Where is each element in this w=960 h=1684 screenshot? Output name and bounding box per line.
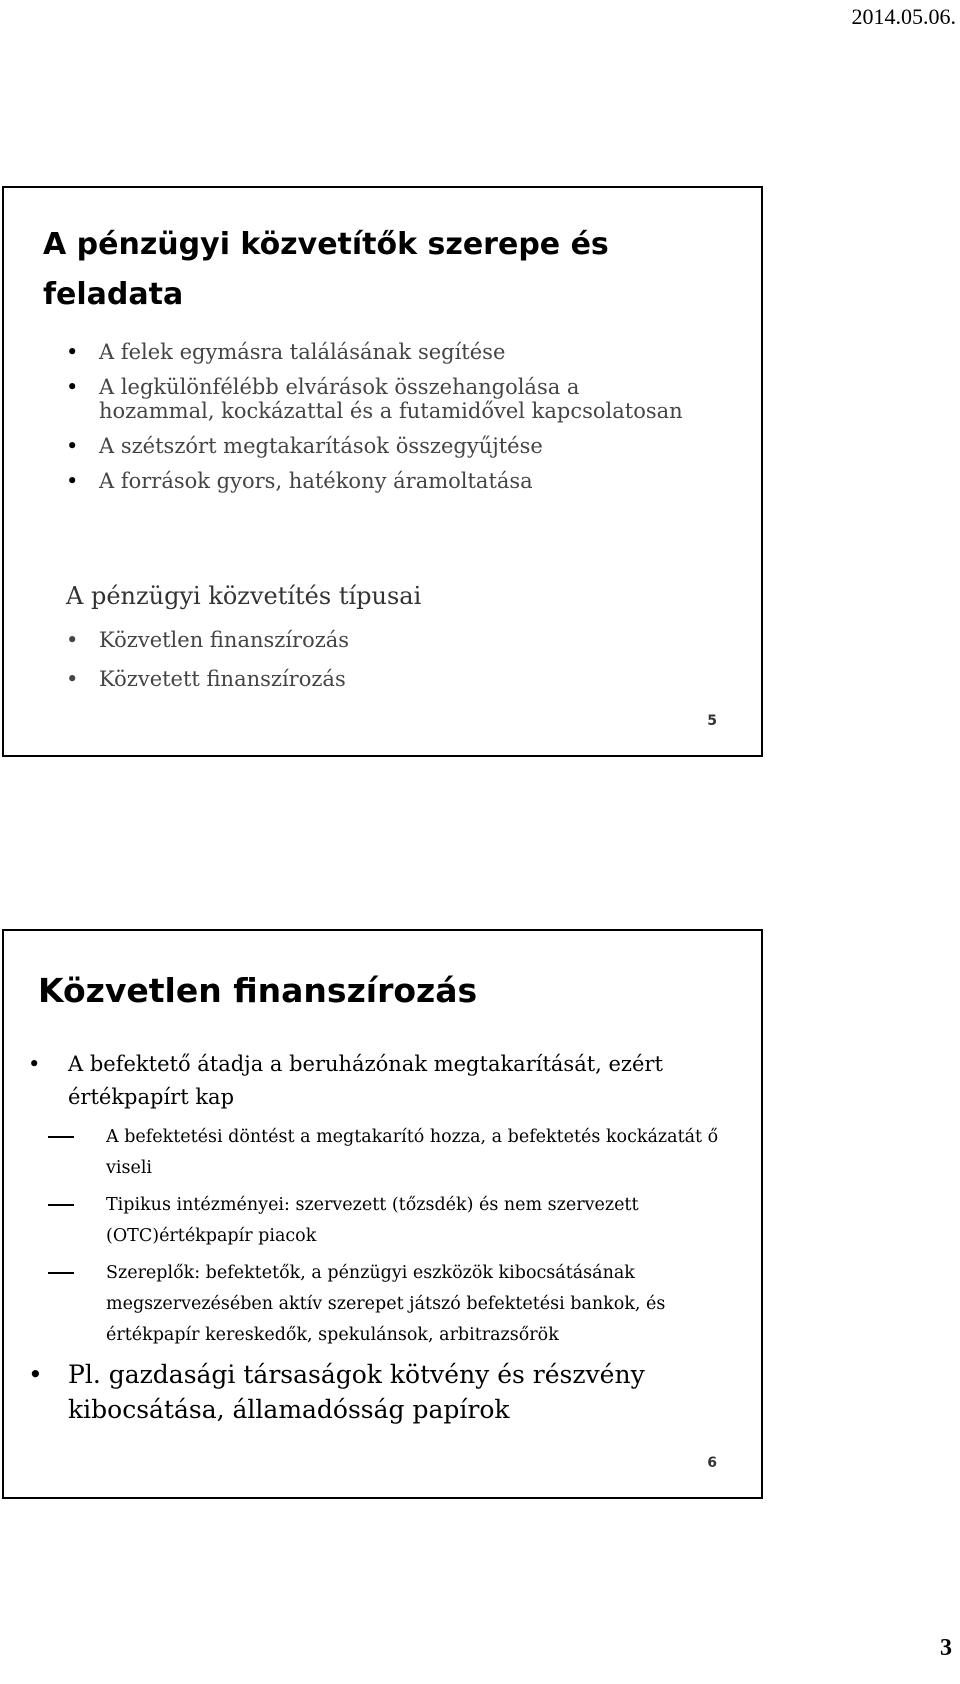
list-item bbox=[66, 667, 686, 691]
list-item-text: Pl. gazdasági társaságok kötvény és részvény kibocsátása, államadósság papírok bbox=[68, 1360, 645, 1424]
slide-5-title: A pénzügyi közvetítők szerepe és feladata bbox=[43, 227, 609, 312]
bullet-icon: • bbox=[66, 434, 79, 458]
list-item bbox=[66, 375, 686, 423]
list-item-text: Közvetlen finanszírozás bbox=[99, 628, 350, 652]
slide-6 bbox=[2, 929, 763, 1499]
list-item-text: A források gyors, hatékony áramoltatása bbox=[99, 469, 533, 493]
bullet-icon: • bbox=[66, 469, 79, 493]
bullet-icon: • bbox=[28, 1052, 41, 1076]
list-item-text: A befektető átadja a beruházónak megtakarítását, ezért értékpapírt kap bbox=[68, 1052, 663, 1109]
slide-6-list bbox=[28, 1048, 728, 1435]
slide-5-types-list bbox=[66, 628, 686, 706]
handout-date: 2014.05.06. bbox=[851, 4, 956, 29]
slide-6-title: Közvetlen finanszírozás bbox=[38, 971, 478, 1010]
sub-list-item-text: Szereplők: befektetők, a pénzügyi eszközök kibocsátásának megszervezésében aktív szerepet játszó befektetési bankok, és értékpapír kereskedők, spekulánsok, arbitrazsőrök bbox=[106, 1263, 666, 1345]
list-item bbox=[66, 434, 686, 458]
dash-icon bbox=[48, 1136, 74, 1138]
list-item bbox=[66, 340, 686, 364]
slide-number: 6 bbox=[707, 1455, 717, 1471]
bullet-icon: • bbox=[66, 340, 79, 364]
types-heading: A pénzügyi közvetítés típusai bbox=[66, 582, 422, 610]
page-number: 3 bbox=[940, 1635, 952, 1661]
slide-number: 5 bbox=[707, 713, 717, 729]
sub-bullet-list bbox=[48, 1122, 728, 1351]
sublist-container bbox=[28, 1122, 728, 1351]
list-item-text: A legkülönfélébb elvárások összehangolása a hozammal, kockázattal és a futamidővel kapcsolatosan bbox=[99, 375, 683, 423]
slide-5-role-list bbox=[66, 340, 686, 504]
dash-icon bbox=[48, 1204, 74, 1206]
bullet-icon: • bbox=[66, 628, 79, 652]
list-item-text: A felek egymásra találásának segítése bbox=[99, 340, 506, 364]
list-item bbox=[66, 469, 686, 493]
list-item bbox=[28, 1357, 728, 1427]
bullet-icon: • bbox=[66, 375, 79, 399]
dash-icon bbox=[48, 1272, 74, 1274]
sub-list-item bbox=[48, 1258, 728, 1351]
sub-list-item bbox=[48, 1122, 728, 1184]
list-item bbox=[66, 628, 686, 652]
sub-list-item-text: A befektetési döntést a megtakarító hozza, a befektetés kockázatát ő viseli bbox=[106, 1127, 719, 1178]
list-item-text: Közvetett finanszírozás bbox=[99, 667, 346, 691]
bullet-icon: • bbox=[66, 667, 79, 691]
sub-list-item bbox=[48, 1190, 728, 1252]
list-item bbox=[28, 1048, 728, 1114]
bullet-icon: • bbox=[28, 1360, 43, 1389]
slide-5 bbox=[2, 186, 763, 757]
sub-list-item-text: Tipikus intézményei: szervezett (tőzsdék) és nem szervezett (OTC)értékpapír piacok bbox=[106, 1195, 639, 1246]
list-item-text: A szétszórt megtakarítások összegyűjtése bbox=[99, 434, 543, 458]
